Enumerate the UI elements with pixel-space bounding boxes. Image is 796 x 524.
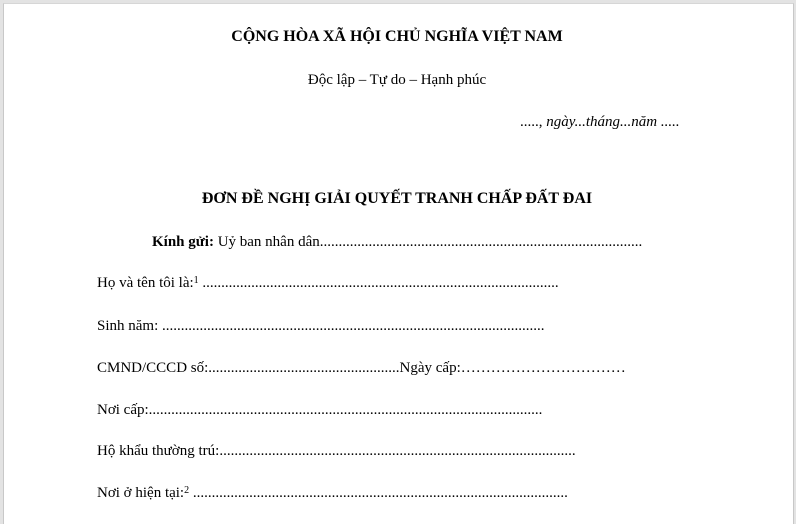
field-blank[interactable]: ............................................................................................... (198, 275, 559, 291)
date-text: ngày...tháng...năm ..... (546, 114, 680, 130)
field-label: Hộ khẩu thường trú: (97, 443, 220, 459)
field-label-issue-date: Ngày cấp: (399, 360, 461, 376)
field-blank[interactable]: ............................................................................................... (219, 443, 576, 459)
place-placeholder: ....., (520, 114, 547, 130)
document-page (3, 3, 794, 524)
field-label: Nơi cấp: (97, 402, 149, 418)
date-line (520, 113, 680, 131)
motto: Độc lập – Tự do – Hạnh phúc (307, 72, 487, 88)
field-full-name (97, 274, 559, 292)
national-title: CỘNG HÒA XÃ HỘI CHỦ NGHĨA VIỆT NAM (231, 28, 563, 45)
field-birth-year (97, 317, 545, 335)
form-title: ĐƠN ĐỀ NGHỊ GIẢI QUYẾT TRANH CHẤP ĐẤT ĐAI (201, 190, 593, 207)
field-blank[interactable]: .................................................................................................... (189, 485, 568, 501)
recipient-line (152, 233, 642, 251)
field-blank[interactable]: ...................................................................................................... (158, 318, 545, 334)
recipient-value: Uỷ ban nhân dân (213, 234, 320, 250)
recipient-blank[interactable]: ...................................................................................... (319, 234, 643, 250)
recipient-label: Kính gửi: (152, 234, 214, 250)
footnote-ref: 1 (193, 275, 199, 286)
field-label: Sinh năm: (97, 318, 159, 334)
field-blank[interactable]: ......................................................................................................... (148, 402, 543, 418)
field-issue-place (97, 401, 542, 419)
field-blank[interactable]: ................................................... (208, 360, 400, 376)
field-label: Nơi ở hiện tại: (97, 485, 185, 501)
field-label: CMND/CCCD số: (97, 360, 209, 376)
field-id-number (97, 359, 626, 377)
field-label: Họ và tên tôi là: (97, 275, 194, 291)
field-permanent-residence (97, 442, 576, 460)
footnote-ref: 2 (184, 485, 190, 496)
field-current-address (97, 484, 568, 502)
issue-date-blank[interactable]: …………………………… (460, 360, 626, 376)
